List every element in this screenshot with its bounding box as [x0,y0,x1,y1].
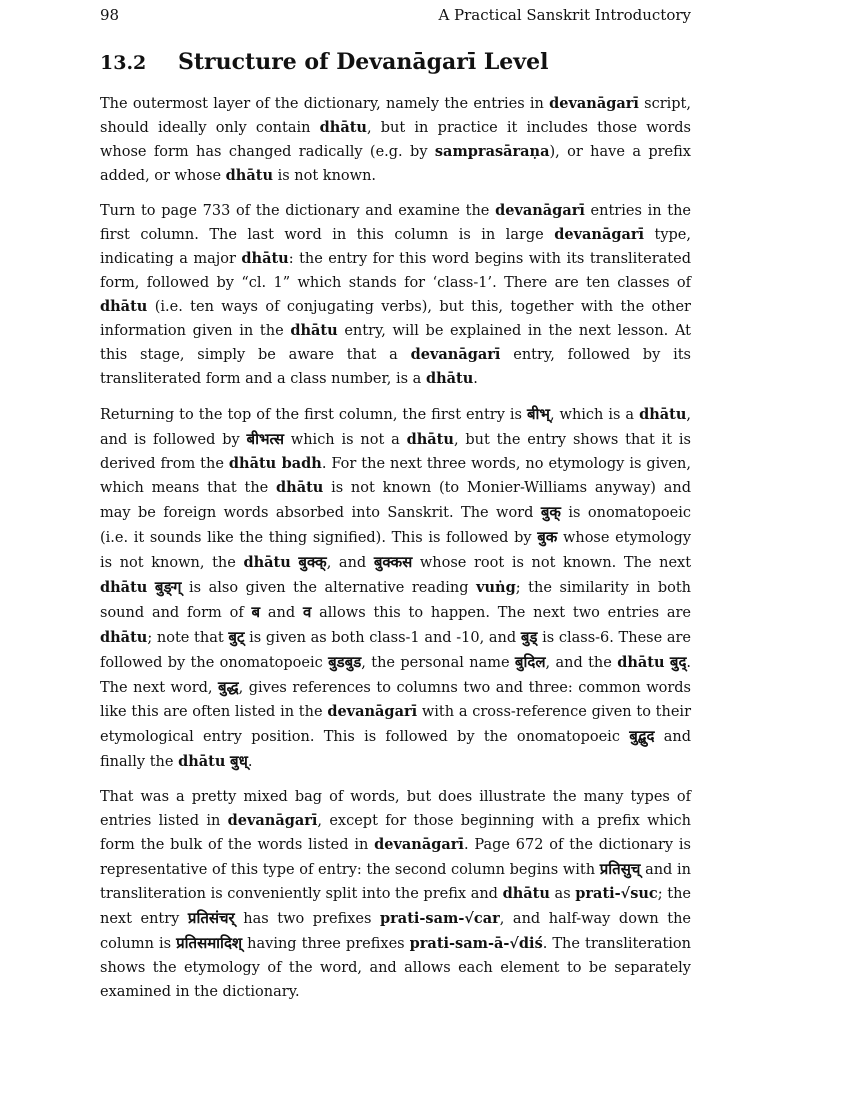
bold-term: devanāgarī [410,346,501,363]
devanagari-word: बुक्क् [298,553,327,571]
devanagari-word: बुक् [540,503,561,521]
paragraph: Turn to page 733 of the dictionary and examine the devanāgarī entries in the first column. The last word in this column is in large devanāgarī type, indicating a major dhātu: the entry for this word begins with its transliterated form, followed by “cl. 1” which stands for ‘class-1’. There are ten classes of dhātu (i.e. ten ways of conjugating verbs), but this, together with the other information given in the dhātu entry, will be explained in the next lesson. At this stage, simply be aware that a devanāgarī entry, followed by its transliterated form and a class number, is a dhātu. [100,202,692,387]
devanagari-word: बुड् [520,628,538,646]
running-header [100,6,691,26]
bold-term: devanāgarī [554,226,645,243]
bold-term: dhātu [178,753,226,770]
bold-term: devanāgarī [227,812,318,829]
bold-term: prati-√suc [575,885,658,902]
bold-term: dhātu [276,479,324,496]
devanagari-word: बुद्बुद [629,727,655,745]
devanagari-word: बुध् [230,752,248,770]
devanagari-word: ब [251,603,261,621]
paragraph: Returning to the top of the first column, the first entry is बीभ्, which is a dhātu, and is followed by बीभत्स which is not a dhātu, but the entry shows that it is derived from the dhātu badh. For the next three words, no etymology is given, which means that the dhātu is not known (to Monier-Williams anyway) and may be foreign words absorbed into Sanskrit. The word बुक् is onomatopoeic (i.e. it sounds like the thing signified). This is followed by बुक whose etymology is not known, the dhātu बुक्क्, and बुक्कस whose root is not known. The next dhātu बुङ्ग् is also given the alternative reading vuṅg; the similarity in both sound and form of ब and व allows this to happen. The next two entries are dhātu; note that बुट् is given as both class-1 and -10, and बुड् is class-6. These are followed by the onomatopoeic बुडबुड, the personal name बुदिल, and the dhātu बुद्. The next word, बुद्ध, gives references to columns two and three: common words like this are often listed in the devanāgarī with a cross-reference given to their etymological entry position. This is followed by the onomatopoeic बुद्बुद and finally the dhātu बुध्. [100,405,692,770]
section-heading [100,49,691,75]
devanagari-word: बीभ् [526,405,550,423]
section-number: 13.2 [100,52,147,74]
bold-term: dhātu [100,298,148,315]
devanagari-word: बुङ्ग् [154,578,182,596]
bold-term: dhātu [225,167,273,184]
bold-term: dhātu [639,406,687,423]
bold-term: dhātu [617,654,665,671]
bold-term: dhātu badh [228,455,322,472]
bold-term: vuṅg [476,579,516,596]
bold-term: dhātu [100,579,148,596]
devanagari-word: व [302,603,312,621]
bold-term: dhātu [425,370,474,387]
bold-term: prati-sam-ā-√diś [409,935,543,952]
bold-term: devanāgarī [327,703,418,720]
bold-term: dhātu [290,322,338,339]
devanagari-word: बीभत्स [246,430,284,448]
bold-term: samprasāraṇa [434,143,550,160]
section-title: Structure of Devanāgarī Level [178,49,549,75]
bold-term: dhātu [406,431,454,448]
devanagari-word: बुक्कस [373,553,413,571]
bold-term: dhātu [243,554,291,571]
body-text [100,92,691,1015]
bold-term: devanāgarī [495,202,585,219]
devanagari-word: बुद्ध [218,678,239,696]
devanagari-word: प्रतिसंचर् [187,909,235,927]
book-title: A Practical Sanskrit Introductory [438,6,691,24]
bold-term: prati-sam-√car [380,910,500,927]
bold-term: dhātu [241,250,289,267]
paragraph: The outermost layer of the dictionary, namely the entries in devanāgarī script, should ideally only contain dhātu, but in practice it includes those words whose form has changed radically (e.g. by samprasāraṇa), or have a prefix added, or whose dhātu is not known. [100,95,691,184]
devanagari-word: बुद् [669,653,687,671]
paragraph: That was a pretty mixed bag of words, but does illustrate the many types of entries listed in devanāgarī, except for those beginning with a prefix which form the bulk of the words listed in devanāgarī. Page 672 of the dictionary is representative of this type of entry: the second column begins with प्रतिसुच् and in transliteration is conveniently split into the prefix and dhātu as prati-√suc; the next entry प्रतिसंचर् has two prefixes prati-sam-√car, and half-way down the column is प्रतिसमादिश् having three prefixes prati-sam-ā-√diś. The transliteration shows the etymology of the word, and allows each element to be separately examined in the dictionary. [100,789,692,1000]
devanagari-word: बुट् [228,628,245,646]
devanagari-word: बुडबुड [328,653,362,671]
bold-term: dhātu [100,629,148,646]
bold-term: dhātu [502,885,550,902]
devanagari-word: बुक [537,528,558,546]
bold-term: dhātu [319,119,367,136]
devanagari-word: प्रतिसुच् [599,860,641,878]
devanagari-word: प्रतिसमादिश् [176,934,243,952]
page-number: 98 [100,6,120,24]
devanagari-word: बुदिल [514,653,546,671]
bold-term: devanāgarī [549,95,639,112]
bold-term: devanāgarī [374,836,464,853]
